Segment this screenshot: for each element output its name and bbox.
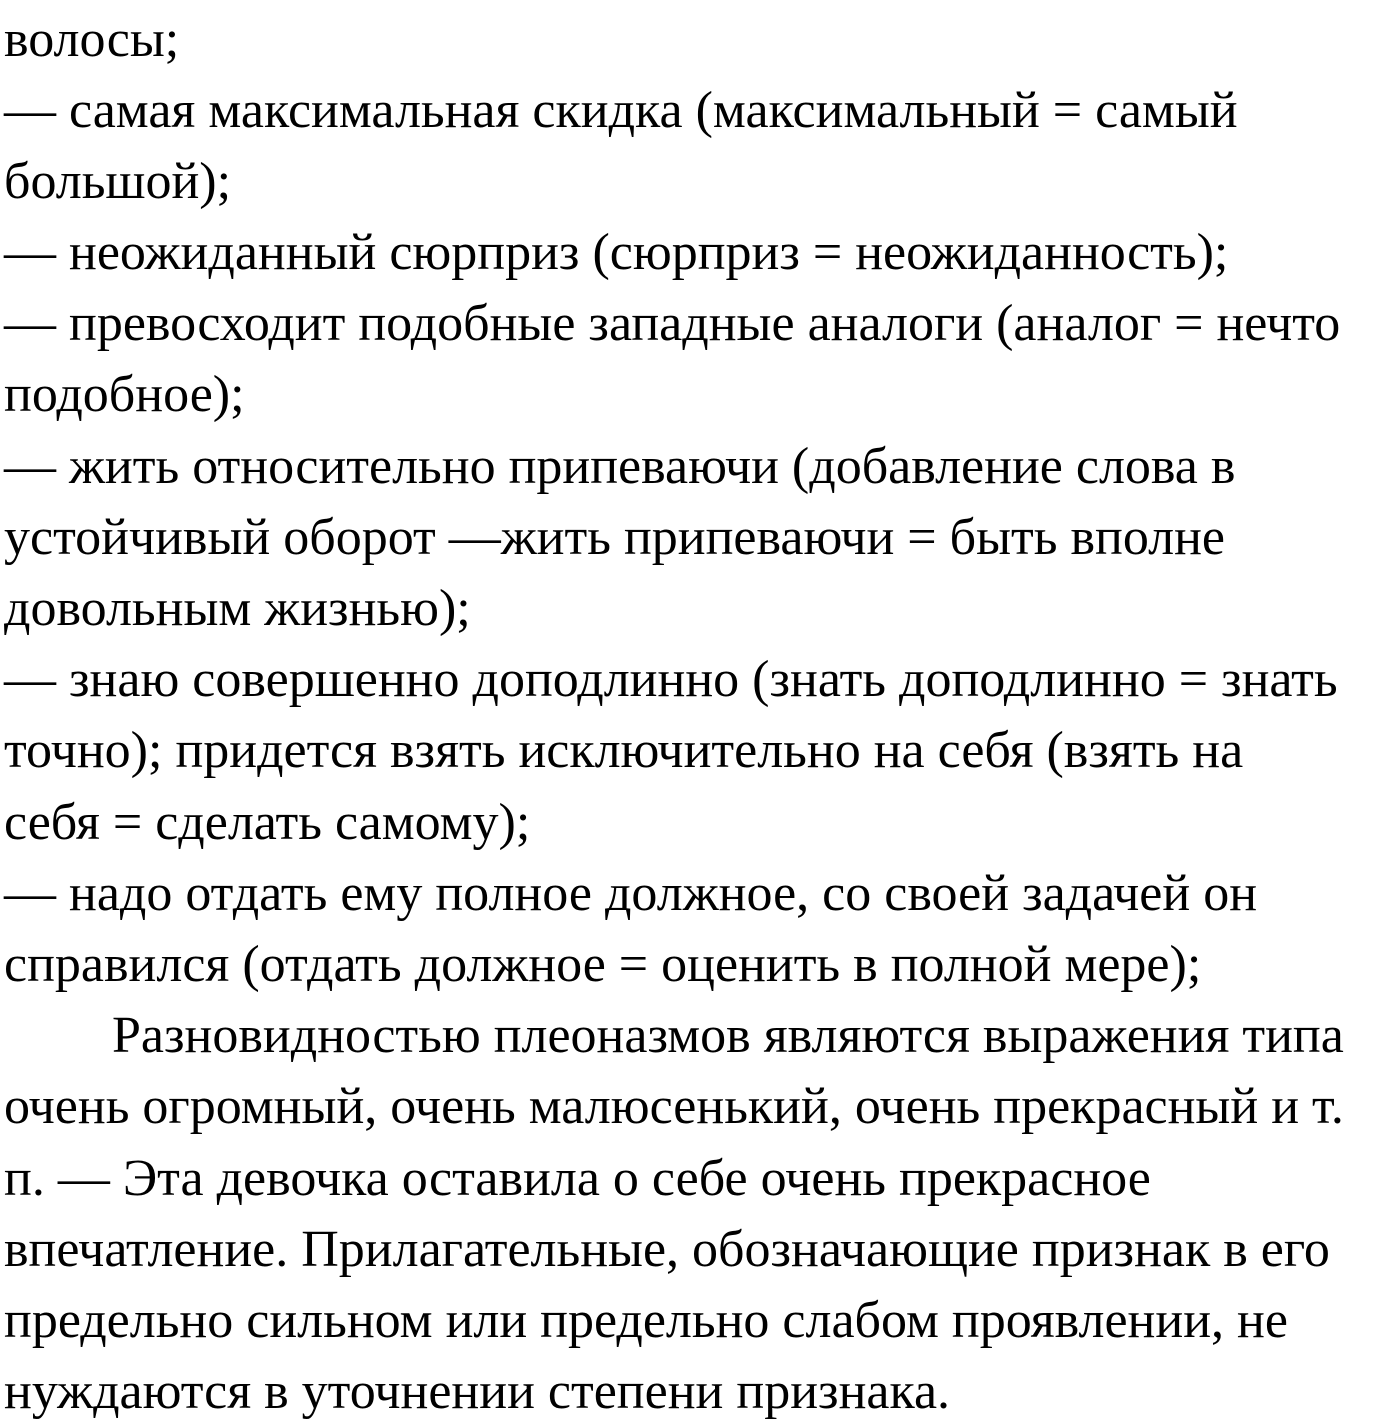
text-line: очень огромный, очень малюсенький, очень прекрасный и т. [4,1078,1344,1135]
text-line: подобное); [4,366,245,423]
text-line: большой); [4,153,232,210]
paragraph-first-line: Разновидностью плеоназмов являются выражения типа [112,1007,1344,1064]
text-line: впечатление. Прилагательные, обозначающие признак в его [4,1221,1330,1278]
text-line: предельно сильном или предельно слабом проявлении, не [4,1292,1288,1349]
text-line: — превосходит подобные западные аналоги (аналог = нечто [4,295,1341,352]
text-line: себя = сделать самому); [4,794,531,851]
text-line: — знаю совершенно доподлинно (знать доподлинно = знать [4,651,1338,708]
text-line: устойчивый оборот —жить припеваючи = быть вполне [4,509,1226,566]
text-line: — неожиданный сюрприз (сюрприз = неожиданность); [4,224,1229,281]
text-line: справился (отдать должное = оценить в полной мере); [4,936,1202,993]
text-line: довольным жизнью); [4,580,471,637]
text-line: п. — Эта девочка оставила о себе очень прекрасное [4,1150,1151,1207]
text-line: — самая максимальная скидка (максимальный = самый [4,82,1238,139]
text-line: точно); придется взять исключительно на себя (взять на [4,722,1244,779]
text-line: — жить относительно припеваючи (добавление слова в [4,438,1236,495]
text-line: нуждаются в уточнении степени признака. [4,1363,951,1420]
text-line: волосы; [4,11,180,68]
text-line: — надо отдать ему полное должное, со своей задачей он [4,865,1258,922]
